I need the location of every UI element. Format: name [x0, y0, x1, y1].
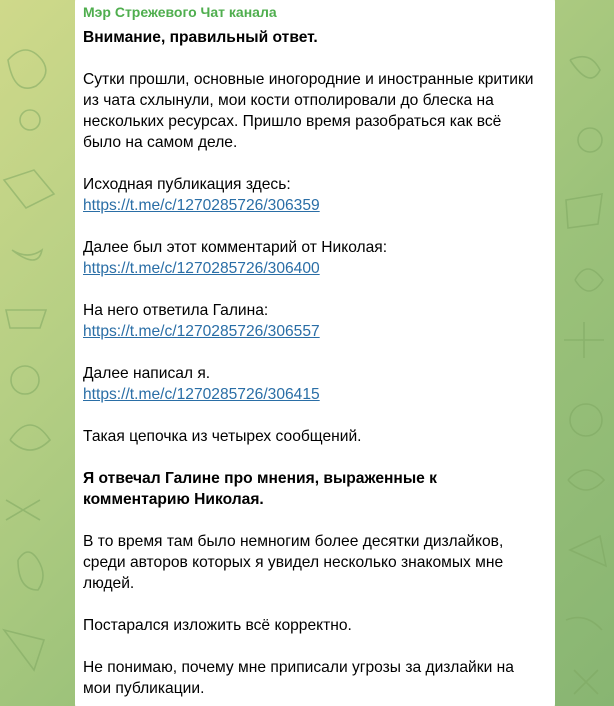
comment-link[interactable]: https://t.me/c/1270285726/306400 [83, 260, 320, 277]
source-label: Исходная публикация здесь: [83, 176, 291, 193]
message-paragraph-comment [83, 237, 541, 279]
comment-label: Далее был этот комментарий от Николая: [83, 239, 388, 256]
message-paragraph-reply [83, 300, 541, 342]
message-paragraph-source [83, 174, 541, 216]
message-paragraph-mine [83, 363, 541, 405]
sender-name[interactable]: Мэр Стрежевого Чат канала [83, 4, 277, 20]
message-paragraph-bold-statement: Я отвечал Галине про мнения, выраженные к комментарию Николая. [83, 470, 437, 508]
reply-label: На него ответила Галина: [83, 302, 269, 319]
mine-link[interactable]: https://t.me/c/1270285726/306415 [83, 386, 320, 403]
message-paragraph-chain: Такая цепочка из четырех сообщений. [83, 428, 362, 445]
source-link[interactable]: https://t.me/c/1270285726/306359 [83, 197, 320, 214]
message-paragraph-final: Не понимаю, почему мне приписали угрозы за дизлайки на мои публикации. [83, 659, 514, 697]
message-bubble [75, 0, 555, 706]
message-heading: Внимание, правильный ответ. [83, 29, 318, 46]
message-paragraph-dislikes: В то время там было немногим более десятки дизлайков, среди авторов которых я увидел несколько знакомых мне людей. [83, 533, 504, 592]
reply-link[interactable]: https://t.me/c/1270285726/306557 [83, 323, 320, 340]
message-paragraph-correct: Постарался изложить всё корректно. [83, 617, 352, 634]
mine-label: Далее написал я. [83, 365, 211, 382]
message-text [83, 27, 541, 699]
message-paragraph-intro: Сутки прошли, основные иногородние и иностранные критики из чата схлынули, мои кости отполировали до блеска на нескольких ресурсах. Пришло время разобраться как всё было на самом деле. [83, 71, 534, 151]
